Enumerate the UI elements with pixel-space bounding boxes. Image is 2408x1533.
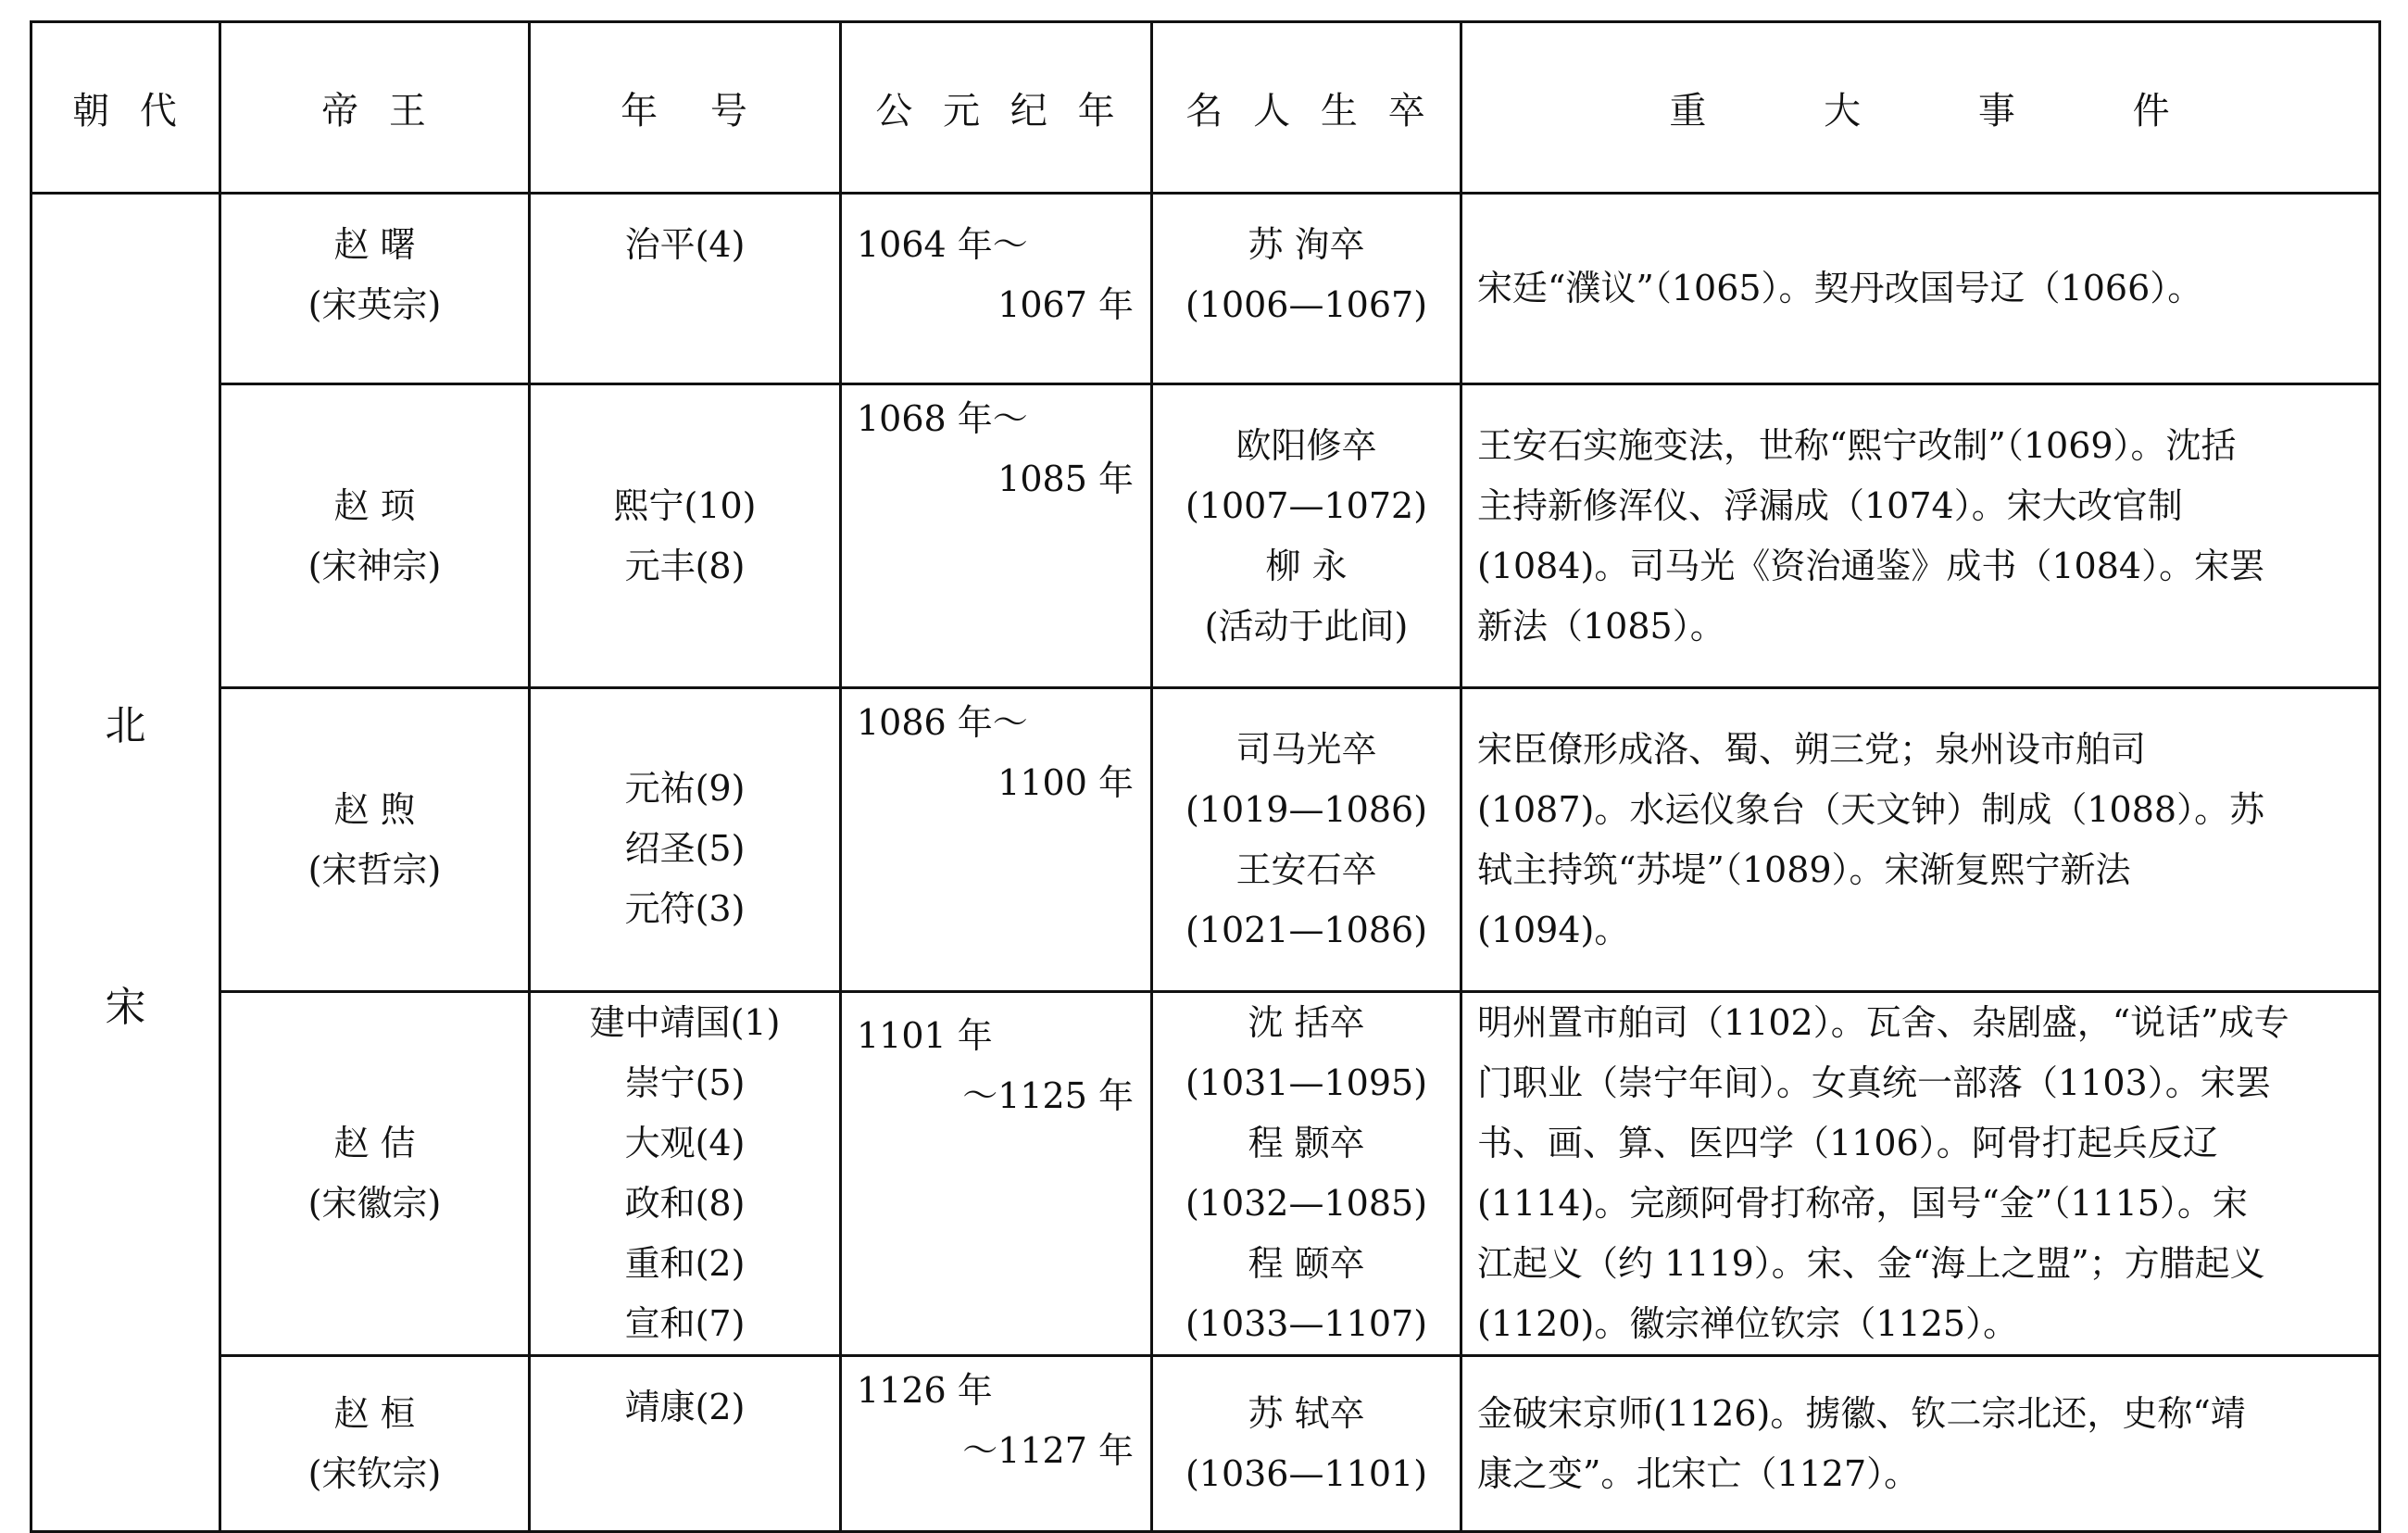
figure-line: 苏 轼卒 (1248, 1392, 1365, 1434)
dynasty-char: 宋 (105, 984, 146, 1031)
emperor-name: 赵 煦 (333, 788, 416, 830)
era-name: 宣和(7) (624, 1303, 746, 1344)
year-end: ～1127 年 (962, 1430, 1134, 1471)
event-line: 轼主持筑“苏堤”（1089）。宋渐复熙宁新法 (1477, 848, 2131, 890)
event-line: 江起义（约 1119）。宋、金“海上之盟”；方腊起义 (1477, 1243, 2265, 1284)
emperor-name: 赵 顼 (333, 484, 416, 526)
years-cell (841, 992, 1152, 1356)
era-name: 绍圣(5) (624, 828, 746, 869)
figure-line: 苏 洵卒 (1248, 224, 1365, 265)
year-start: 1126 年 (857, 1370, 993, 1411)
emperor-title: (宋钦宗) (307, 1452, 442, 1494)
event-line: 新法（1085）。 (1477, 605, 1725, 647)
era-name: 元祐(9) (624, 768, 746, 809)
emperor-name: 赵 曙 (333, 224, 416, 265)
years-cell (841, 384, 1152, 688)
years-cell (841, 688, 1152, 992)
header-dynasty: 朝 代 (31, 22, 220, 194)
event-line: (1120)。徽宗禅位钦宗（1125）。 (1477, 1303, 2019, 1344)
years-cell (841, 194, 1152, 384)
era-name: 大观(4) (624, 1123, 746, 1163)
figures-cell (1152, 384, 1461, 688)
event-line: (1084)。司马光《资治通鉴》成书（1084）。宋罢 (1477, 545, 2265, 586)
era-name: 元符(3) (624, 888, 746, 929)
emperor-cell (220, 688, 530, 992)
figures-cell (1152, 992, 1461, 1356)
header-era: 年 号 (530, 22, 841, 194)
era-cell (530, 1356, 841, 1532)
figure-line: 程 颢卒 (1248, 1123, 1365, 1163)
emperor-cell (220, 194, 530, 384)
figure-line: 沈 括卒 (1248, 1002, 1365, 1043)
year-end: 1100 年 (997, 762, 1134, 803)
emperor-title: (宋徽宗) (307, 1183, 442, 1224)
table-row (31, 194, 2380, 384)
event-line: 康之变”。北宋亡（1127）。 (1477, 1452, 1920, 1494)
figure-line: 欧阳修卒 (1235, 424, 1377, 466)
figure-line: (1019—1086) (1185, 788, 1428, 830)
year-end: 1067 年 (997, 284, 1134, 325)
era-name: 熙宁(10) (613, 484, 757, 526)
figure-line: 司马光卒 (1235, 728, 1377, 770)
dynasty-cell (31, 194, 220, 1532)
figure-line: 程 颐卒 (1248, 1243, 1365, 1284)
figure-line: (1006—1067) (1185, 284, 1428, 325)
dynasty-char: 北 (105, 702, 146, 749)
event-line: 书、画、算、医四学（1106）。阿骨打起兵反辽 (1477, 1123, 2218, 1163)
year-end: ～1125 年 (962, 1075, 1134, 1116)
emperor-cell (220, 384, 530, 688)
emperor-name: 赵 桓 (333, 1392, 416, 1434)
figure-line: (活动于此间) (1204, 605, 1409, 647)
table-row (31, 1356, 2380, 1532)
table-row (31, 688, 2380, 992)
year-start: 1086 年～ (857, 702, 1028, 743)
year-start: 1101 年 (857, 1015, 993, 1056)
era-name: 靖康(2) (624, 1387, 746, 1427)
header-row (31, 22, 2380, 194)
event-line: (1094)。 (1477, 909, 1630, 950)
year-end: 1085 年 (997, 459, 1134, 499)
event-line: 主持新修浑仪、浮漏成（1074）。宋大改官制 (1477, 484, 2183, 526)
figure-line: (1032—1085) (1185, 1183, 1428, 1224)
figure-line: (1036—1101) (1185, 1452, 1428, 1494)
events-cell (1461, 194, 2380, 384)
event-line: (1087)。水运仪象台（天文钟）制成（1088）。苏 (1477, 788, 2265, 830)
era-cell (530, 194, 841, 384)
chronology-table (30, 20, 2381, 1533)
era-name: 政和(8) (624, 1183, 746, 1224)
events-cell (1461, 992, 2380, 1356)
figure-line: 柳 永 (1265, 545, 1348, 586)
header-figures: 名 人 生 卒 (1152, 22, 1461, 194)
event-line: 宋臣僚形成洛、蜀、朔三党；泉州设市舶司 (1477, 728, 2147, 770)
event-line: 宋廷“濮议”（1065）。契丹改国号辽（1066）。 (1477, 268, 2203, 308)
figures-cell (1152, 1356, 1461, 1532)
emperor-title: (宋哲宗) (307, 848, 442, 890)
event-line: (1114)。完颜阿骨打称帝，国号“金”（1115）。宋 (1477, 1183, 2248, 1224)
header-events: 重 大 事 件 (1461, 22, 2380, 194)
year-start: 1068 年～ (857, 398, 1028, 439)
figures-cell (1152, 194, 1461, 384)
emperor-cell (220, 992, 530, 1356)
event-line: 门职业（崇宁年间）。女真统一部落（1103）。宋罢 (1477, 1062, 2271, 1103)
emperor-title: (宋神宗) (307, 545, 442, 586)
header-years: 公 元 纪 年 (841, 22, 1152, 194)
era-cell (530, 384, 841, 688)
events-cell (1461, 384, 2380, 688)
event-line: 明州置市舶司（1102）。瓦舍、杂剧盛，“说话”成专 (1477, 1002, 2289, 1043)
era-cell (530, 688, 841, 992)
emperor-title: (宋英宗) (307, 284, 442, 325)
years-cell (841, 1356, 1152, 1532)
figure-line: 王安石卒 (1235, 848, 1377, 890)
events-cell (1461, 688, 2380, 992)
figures-cell (1152, 688, 1461, 992)
era-cell (530, 992, 841, 1356)
table-row (31, 384, 2380, 688)
figure-line: (1033—1107) (1185, 1303, 1428, 1344)
chronology-table-sheet (30, 20, 2378, 1510)
table-row (31, 992, 2380, 1356)
emperor-cell (220, 1356, 530, 1532)
era-name: 治平(4) (624, 224, 746, 265)
events-cell (1461, 1356, 2380, 1532)
era-name: 重和(2) (624, 1243, 746, 1284)
year-start: 1064 年～ (857, 224, 1028, 265)
figure-line: (1031—1095) (1185, 1062, 1428, 1103)
figure-line: (1021—1086) (1185, 909, 1428, 950)
era-name: 建中靖国(1) (589, 1002, 781, 1043)
emperor-name: 赵 佶 (333, 1123, 416, 1163)
figure-line: (1007—1072) (1185, 484, 1428, 526)
header-emperor: 帝 王 (220, 22, 530, 194)
era-name: 崇宁(5) (624, 1062, 746, 1103)
event-line: 王安石实施变法，世称“熙宁改制”（1069）。沈括 (1477, 424, 2237, 466)
event-line: 金破宋京师(1126)。掳徽、钦二宗北还，史称“靖 (1477, 1392, 2246, 1434)
era-name: 元丰(8) (624, 545, 746, 586)
